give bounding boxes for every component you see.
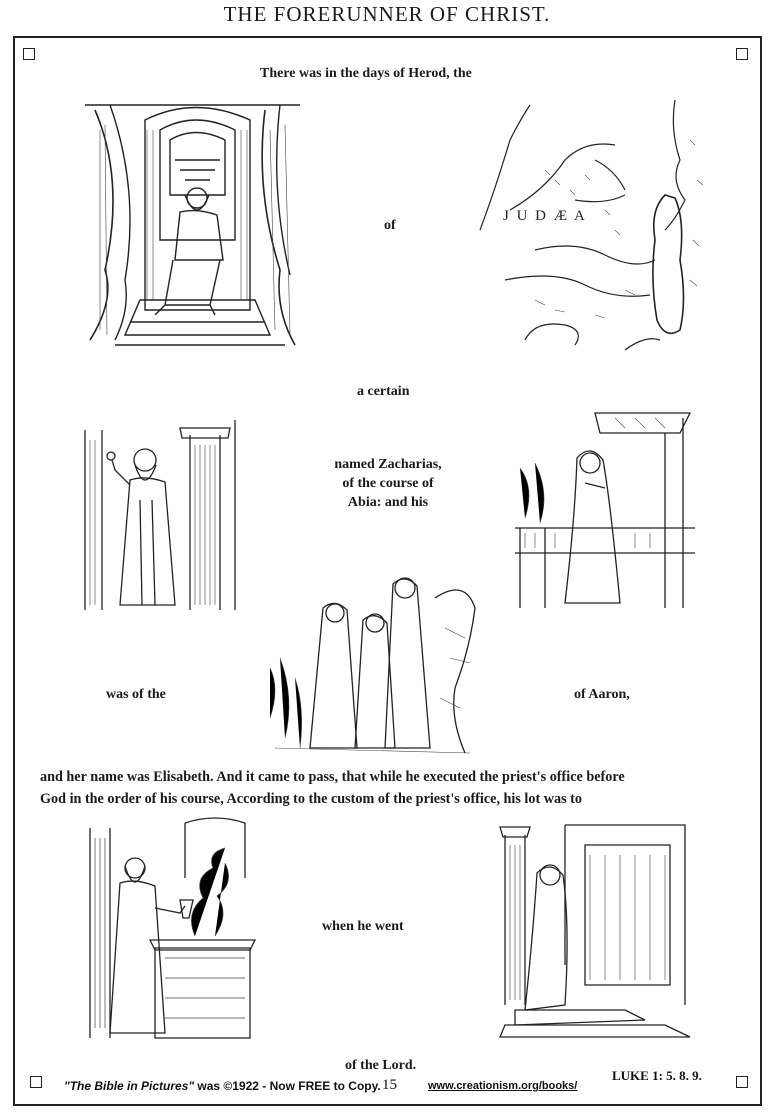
rebus-line-herod: There was in the days of Herod, the: [260, 66, 472, 81]
judaea-map-illustration: [475, 100, 720, 355]
rebus-was-of-the: was of the: [106, 687, 166, 702]
scripture-reference: LUKE 1: 5. 8. 9.: [612, 1068, 702, 1083]
corner-ornament: [736, 48, 748, 60]
rebus-named-line: named Zacharias,: [334, 457, 442, 472]
rebus-of-the-lord: of the Lord.: [345, 1058, 417, 1073]
footer-book-title: "The Bible in Pictures": [64, 1079, 195, 1093]
rebus-word-of: of: [384, 218, 396, 233]
corner-ornament: [23, 48, 35, 60]
corner-ornament: [736, 1076, 748, 1088]
wife-elisabeth-illustration: [515, 408, 695, 613]
rebus-paragraph-line: God in the order of his course, According to the custom of the priest's office, his lot was to: [40, 791, 582, 807]
priest-burning-incense-illustration: [85, 818, 260, 1043]
footer-copyright-text: was ©1922 - Now FREE to Copy.: [194, 1079, 381, 1093]
rebus-paragraph-line: and her name was Elisabeth. And it came to pass, that while he executed the priest's office before: [40, 769, 625, 785]
rebus-when-he-went: when he went: [322, 919, 404, 934]
rebus-a-certain: a certain: [357, 384, 410, 399]
rebus-of-aaron: of Aaron,: [574, 687, 630, 702]
rebus-named-line: of the course of: [342, 476, 434, 491]
priest-entering-temple-illustration: [495, 815, 700, 1040]
corner-ornament: [30, 1076, 42, 1088]
daughters-of-aaron-illustration: [265, 568, 480, 758]
footer-url-link[interactable]: www.creationism.org/books/: [428, 1080, 578, 1092]
judaea-map-label: J U D Æ A: [503, 208, 587, 224]
rebus-named-line: Abia: and his: [347, 495, 429, 510]
footer-copyright: [64, 1079, 381, 1093]
rebus-named-zacharias: [318, 455, 458, 512]
page-title: THE FORERUNNER OF CHRIST.: [223, 2, 551, 26]
king-on-throne-illustration: [85, 100, 300, 350]
priest-zacharias-illustration: [80, 410, 250, 615]
page-number: 15: [382, 1077, 397, 1093]
